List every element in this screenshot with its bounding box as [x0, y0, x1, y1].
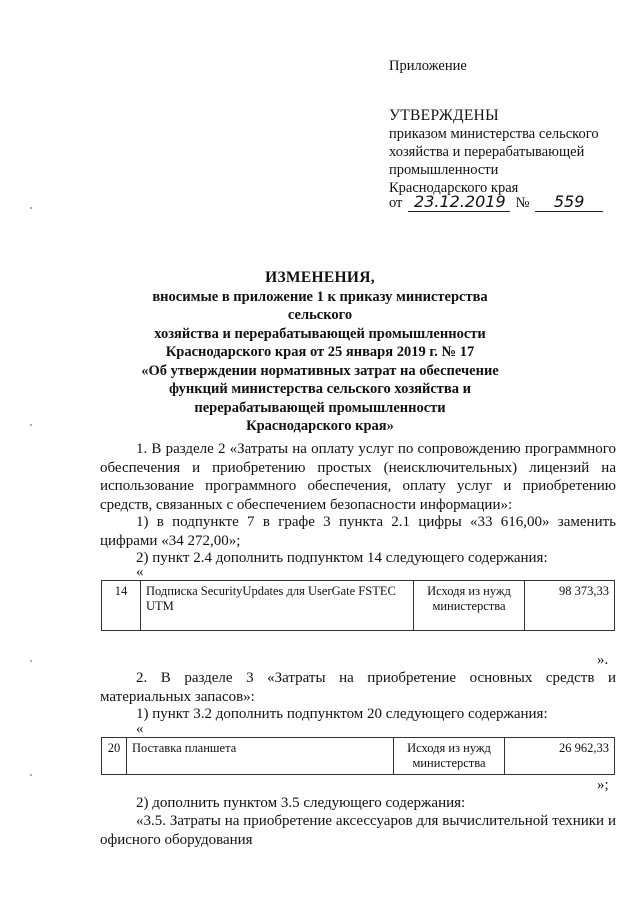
paragraph-item-3-2: 2) дополнить пунктом 3.5 следующего содержания:	[136, 795, 466, 811]
scan-speck	[30, 207, 32, 209]
table-row	[102, 581, 615, 631]
cell-name: Поставка планшета	[127, 738, 394, 775]
paragraph-section-2: 1. В разделе 2 «Затраты на оплату услуг по сопровождению программного обеспечения и приобретению простых (неисключительных) лицензий на использование программного обеспечения, оплату услуг и приобретению средств, связанных с обеспечением безопасности информации»:	[100, 441, 616, 513]
quote-open-mark: «	[136, 564, 144, 580]
cell-basis: Исходя из нужд министерства	[394, 738, 505, 775]
cell-amount: 98 373,33	[525, 581, 615, 631]
table-row	[102, 738, 615, 775]
paragraph-item-3-1: 1) пункт 3.2 дополнить подпунктом 20 следующего содержания:	[136, 706, 548, 722]
approved-line: хозяйства и перерабатывающей	[389, 144, 585, 160]
paragraph-item-2: 2) пункт 2.4 дополнить подпунктом 14 следующего содержания:	[136, 550, 548, 566]
table-subitem-14	[101, 580, 615, 631]
order-number-handwritten: 559	[535, 192, 603, 212]
paragraph-section-3: 2. В разделе 3 «Затраты на приобретение основных средств и материальных запасов»:	[100, 670, 616, 705]
approved-line: приказом министерства сельского	[389, 126, 599, 142]
order-reference	[389, 192, 605, 212]
quote-close-mark: ».	[597, 652, 609, 668]
quote-open-mark: «	[136, 721, 144, 737]
paragraph-item-1: 1) в подпункте 7 в графе 3 пункта 2.1 цифры «33 616,00» заменить цифрами «34 272,00»;	[100, 514, 616, 549]
cell-basis: Исходя из нужд министерства	[414, 581, 525, 631]
scan-speck	[30, 660, 32, 662]
quote-close-mark: »;	[597, 777, 609, 793]
heading-line: Краснодарского края от 25 января 2019 г. № 17	[165, 344, 475, 360]
appendix-label: Приложение	[389, 58, 467, 74]
heading-line: «Об утверждении нормативных затрат на обеспечение	[141, 362, 499, 379]
heading-line: вносимые в приложение 1 к приказу министерства сельского	[152, 288, 488, 323]
cell-name: Подписка SecurityUpdates для UserGate FSTEC UTM	[141, 581, 414, 631]
heading-line: Краснодарского края»	[246, 418, 394, 434]
order-date-handwritten: 23.12.2019	[408, 192, 510, 212]
heading-line: хозяйства и перерабатывающей промышленности	[154, 325, 486, 342]
heading-line: перерабатывающей промышленности	[194, 399, 446, 416]
document-heading	[120, 269, 520, 436]
cell-number: 20	[102, 738, 127, 775]
scan-speck	[30, 774, 32, 776]
cell-number: 14	[102, 581, 141, 631]
heading-line: функций министерства сельского хозяйства и	[169, 381, 471, 397]
paragraph-item-3-5: «3.5. Затраты на приобретение аксессуаров для вычислительной техники и офисного оборудования	[100, 813, 616, 848]
approved-line: Краснодарского края	[389, 180, 519, 196]
order-number-label: №	[515, 195, 530, 211]
scan-speck	[30, 424, 32, 426]
cell-amount: 26 962,33	[505, 738, 615, 775]
order-from-label: от	[389, 195, 403, 211]
heading-title: ИЗМЕНЕНИЯ,	[265, 269, 375, 286]
approved-title: УТВЕРЖДЕНЫ	[389, 107, 499, 124]
table-subitem-20	[101, 737, 615, 775]
approved-line: промышленности	[389, 162, 499, 178]
approved-by-text	[389, 125, 629, 197]
